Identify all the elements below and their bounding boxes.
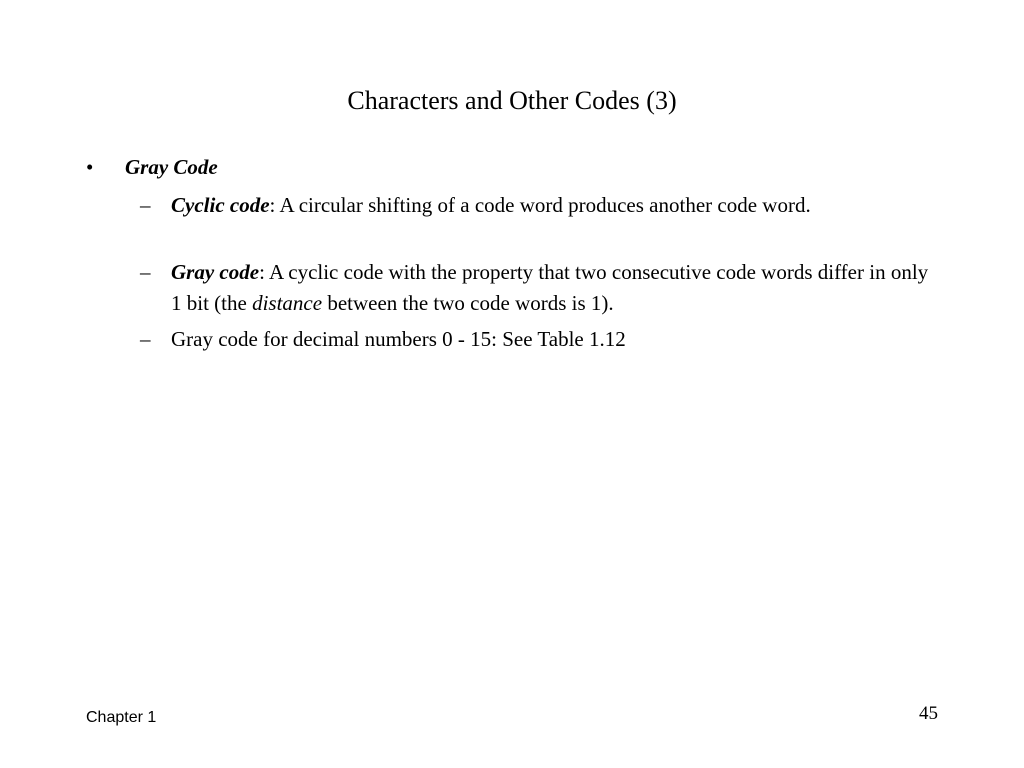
- subitem-text: [171, 257, 931, 319]
- footer-chapter: Chapter 1: [86, 709, 157, 726]
- dash-icon: –: [140, 260, 151, 284]
- dash-icon: –: [140, 193, 151, 217]
- bullet-icon: •: [86, 155, 94, 179]
- dash-icon: –: [140, 327, 151, 351]
- subitem-text: Gray code for decimal numbers 0 - 15: See Table 1.12: [171, 327, 626, 351]
- emphasis-distance: distance: [252, 291, 323, 315]
- subitem-text: [171, 190, 931, 221]
- bullet-heading: Gray Code: [125, 155, 218, 179]
- definition-text-end: between the two code words is 1).: [322, 291, 614, 315]
- term-cyclic-code: Cyclic code: [171, 193, 270, 217]
- definition-text: : A circular shifting of a code word produces another code word.: [269, 193, 811, 217]
- slide-title: Characters and Other Codes (3): [347, 86, 677, 115]
- term-gray-code: Gray code: [171, 260, 260, 284]
- footer-page-number: 45: [919, 703, 938, 724]
- definition-text: : A cyclic code with the property that two consecutive code words differ in only 1 bit (the: [171, 260, 929, 315]
